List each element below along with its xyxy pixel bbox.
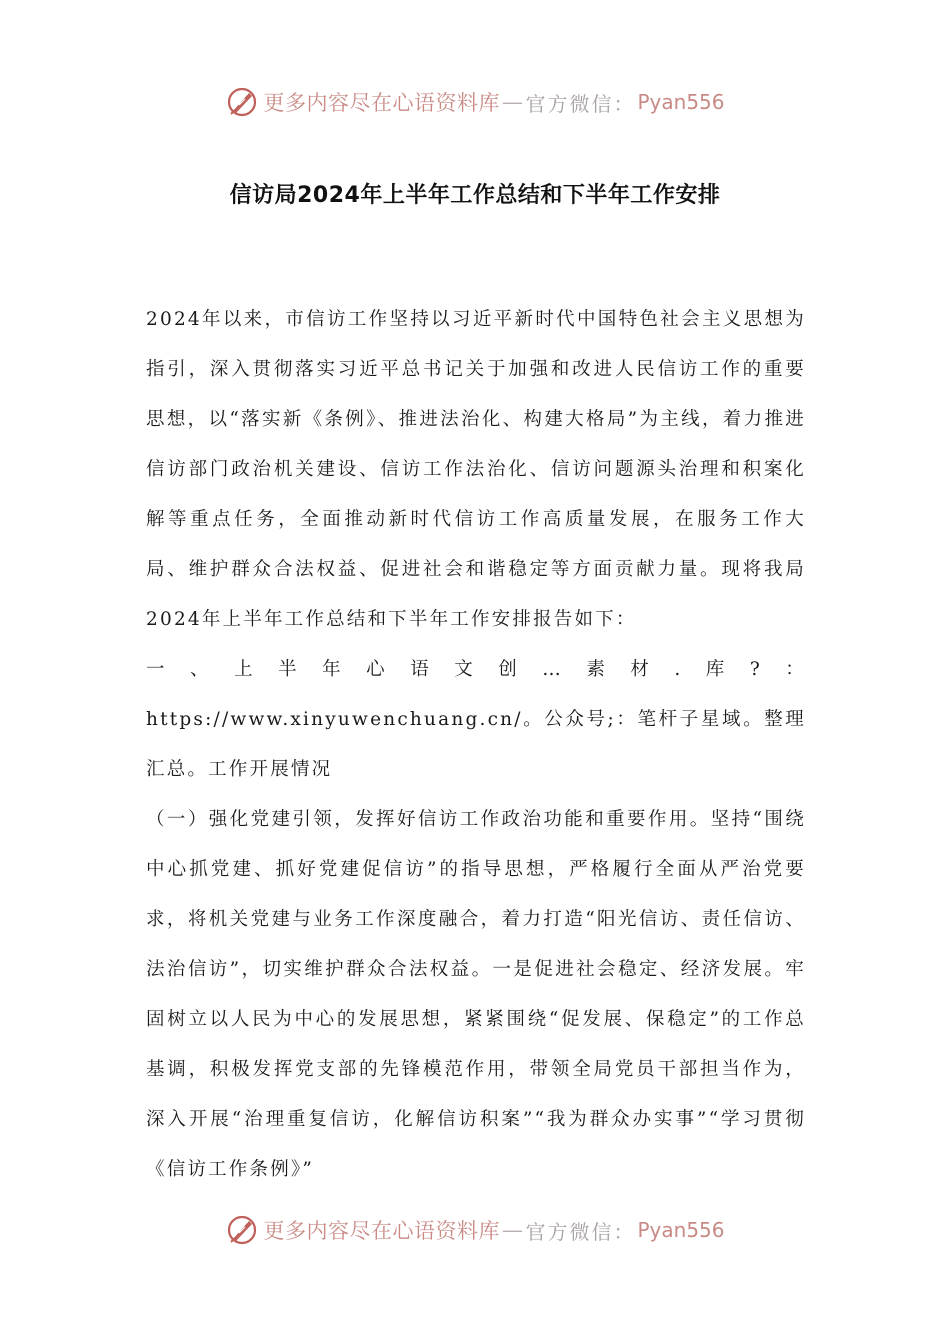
watermark-id: Pyan556 (637, 1218, 725, 1242)
paragraph: 2024年以来，市信访工作坚持以习近平新时代中国特色社会主义思想为指引，深入贯彻落实习近平总书记关于加强和改进人民信访工作的重要思想，以“落实新《条例》、推进法治化、构建大格局”为主线，着力推进信访部门政治机关建设、信访工作法治化、信访问题源头治理和积案化解等重点任务，全面推动新时代信访工作高质量发展，在服务工作大局、维护群众合法权益、促进社会和谐稳定等方面贡献力量。现将我局2024年上半年工作总结和下半年工作安排报告如下： (146, 309, 806, 630)
document-body (146, 295, 806, 1195)
watermark-banner-top (0, 82, 950, 122)
watermark-text: 更多内容尽在心语资料库 (263, 1219, 500, 1243)
watermark-banner-bottom (0, 1210, 950, 1250)
paragraph: （一）强化党建引领，发挥好信访工作政治功能和重要作用。坚持“围绕中心抓党建、抓好党建促信访”的指导思想，严格履行全面从严治党要求，将机关党建与业务工作深度融合，着力打造“阳光信访、责任信访、法治信访”，切实维护群众合法权益。一是促进社会稳定、经济发展。牢固树立以人民为中心的发展思想，紧紧围绕“促发展、保稳定”的工作总基调，积极发挥党支部的先锋模范作用，带领全局党员干部担当作为，深入开展“治理重复信访，化解信访积案”“我为群众办实事”“学习贯彻《信访工作条例》” (146, 809, 806, 1180)
watermark-id: Pyan556 (637, 90, 725, 114)
watermark-text: 更多内容尽在心语资料库 (263, 91, 500, 115)
watermark-label: 官方微信： (525, 91, 636, 116)
paragraph: 一、上半年心语文创…素材.库?：https://www.xinyuwenchuang.cn/。公众号;：笔杆子星域。整理汇总。工作开展情况 (146, 659, 806, 780)
watermark-separator: — (501, 90, 524, 114)
quill-circle-logo-icon (225, 85, 259, 119)
watermark-separator: — (501, 1218, 524, 1242)
document-title: 信访局2024年上半年工作总结和下半年工作安排 (229, 183, 721, 208)
quill-circle-logo-icon (225, 1213, 259, 1247)
watermark-label: 官方微信： (525, 1219, 636, 1244)
